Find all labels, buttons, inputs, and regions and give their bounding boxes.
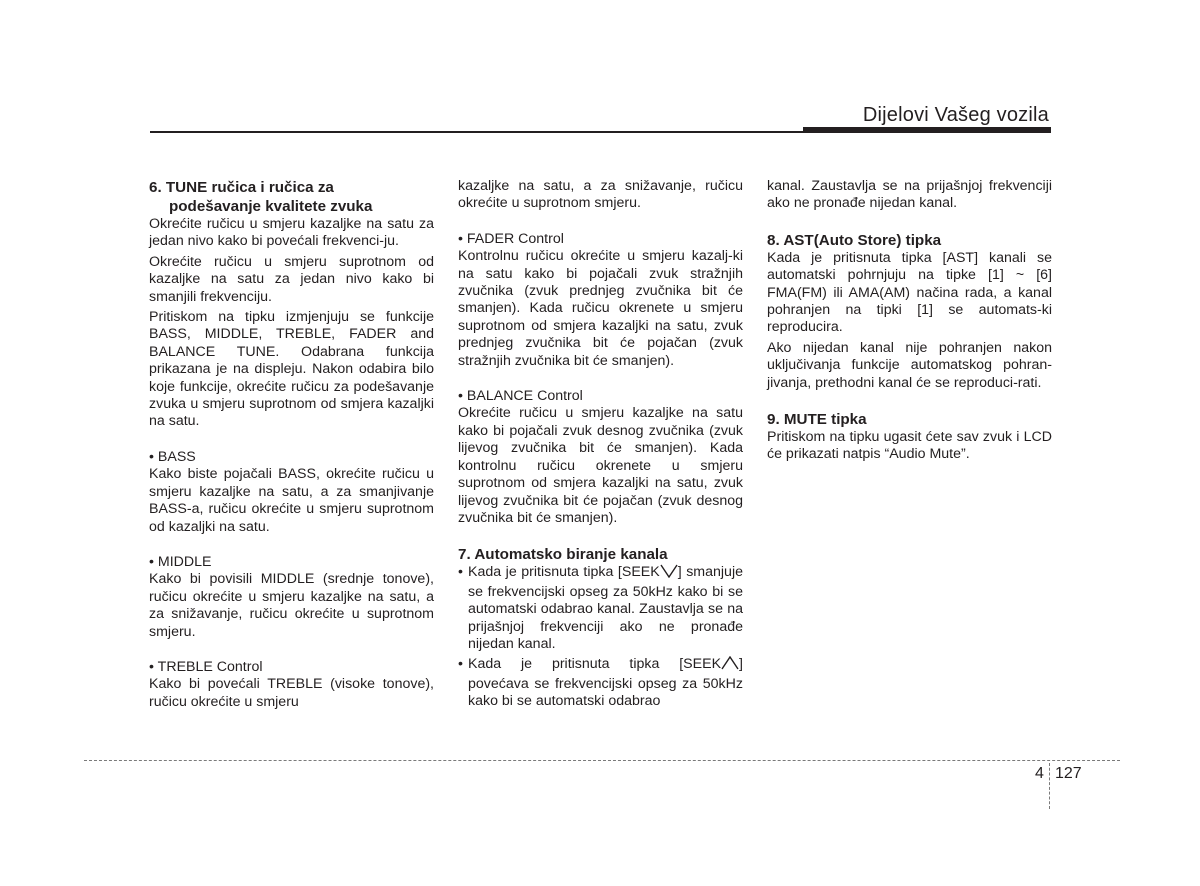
paragraph: Kako biste pojačali BASS, okrećite ručicu u smjeru kazaljke na satu, a za smanjivanje BASS-a, ručicu okrećite u smjeru suprotnom od kazaljki na satu. xyxy=(149,466,434,535)
section-heading-6-line2: podešavanje kvalitete zvuka xyxy=(169,198,373,215)
paragraph: Okrećite ručicu u smjeru kazaljke na satu kako bi pojačali zvuk desnog zvučnika (zvuk lijevog zvučnika bit će smanjen). Kada kontrolnu ručicu okrenete u smjeru suprotnom od smjera kazaljki na satu, zvuk lijevog zvučnika bit će pojačan (zvuk desnog zvučnika bit će smanjen). xyxy=(458,405,743,526)
seek-down-icon xyxy=(660,564,678,583)
paragraph: Pritiskom na tipku ugasit ćete sav zvuk i LCD će prikazati natpis “Audio Mute”. xyxy=(767,429,1052,463)
subsection-title-middle: • MIDDLE xyxy=(149,553,212,570)
list-item-text: Kada je pritisnuta tipka [SEEK ] povećava se frekvencijski opseg za 50kHz kako bi se automatski odabrao xyxy=(468,656,743,710)
list-item xyxy=(458,564,743,653)
section-heading-6-line1: 6. TUNE ručica i ručica za xyxy=(149,179,334,196)
list-item xyxy=(458,656,743,710)
paragraph: Kontrolnu ručicu okrećite u smjeru kazalj-ki na satu kako bi pojačali zvuk stražnjih zvučnika (zvuk prednjeg zvučnika bit će smanjen). Kada ručicu okrenete u smjeru suprotnom od smjera kazaljki na satu, zvuk prednjeg zvučnika bit će pojačan (zvuk stražnjih zvučnika bit će smanjen). xyxy=(458,248,743,369)
header-rule xyxy=(150,131,804,133)
list-item-text: Kada je pritisnuta tipka [SEEK ] smanjuje se frekvencijski opseg za 50kHz kako bi se automatski odabrao kanal. Zaustavlja se na prijašnjoj frekvenciji ako ne pronađe nijedan kanal. xyxy=(468,564,743,652)
paragraph: Okrećite ručicu u smjeru kazaljke na satu za jedan nivo kako bi povećali frekvenci-ju. xyxy=(149,216,434,250)
paragraph: Kako bi povećali TREBLE (visoke tonove), ručicu okrećite u smjeru xyxy=(149,676,434,710)
paragraph: kazaljke na satu, a za snižavanje, ručicu okrećite u suprotnom smjeru. xyxy=(458,178,743,212)
chapter-number: 4 xyxy=(1035,765,1044,782)
footer-vertical-divider xyxy=(1049,763,1050,809)
subsection-title-fader: • FADER Control xyxy=(458,230,564,247)
text-column-2 xyxy=(458,178,743,711)
paragraph: Okrećite ručicu u smjeru suprotnom od kazaljke na satu za jedan nivo kako bi smanjili frekvenciju. xyxy=(149,253,434,305)
subsection-title-treble: • TREBLE Control xyxy=(149,658,263,675)
bullet-dot: • xyxy=(458,656,463,673)
header-rule-accent xyxy=(803,127,1051,133)
page-header-title: Dijelovi Vašeg vozila xyxy=(862,104,1049,126)
section-heading-8: 8. AST(Auto Store) tipka xyxy=(767,231,942,249)
footer-divider xyxy=(84,760,1120,761)
seek-up-icon xyxy=(721,656,739,675)
bullet-dot: • xyxy=(458,564,463,581)
subsection-title-balance: • BALANCE Control xyxy=(458,388,583,405)
text-column-1 xyxy=(149,178,434,711)
text-column-3 xyxy=(767,178,1052,464)
section-heading-7: 7. Automatsko biranje kanala xyxy=(458,546,668,564)
paragraph: Pritiskom na tipku izmjenjuju se funkcije BASS, MIDDLE, TREBLE, FADER and BALANCE TUNE. Odabrana funkcija prikazana je na displeju. Nakon odabira bilo koje funkcije, okrećite ručicu za podešavanje zvuka u smjeru suprotnom od smjera kazaljki na satu. xyxy=(149,309,434,430)
section-heading-6 xyxy=(149,178,434,216)
paragraph: Kako bi povisili MIDDLE (srednje tonove), ručicu okrećite u smjeru kazaljke na satu, a za snižavanje, ručicu okrećite u suprotnom smjeru. xyxy=(149,571,434,640)
paragraph: Kada je pritisnuta tipka [AST] kanali se automatski pohrnjuju na tipke [1] ~ [6] FMA(FM) ili AMA(AM) načina rada, a kanal pohranjen na tipki [1] se automats-ki reproducira. xyxy=(767,249,1052,336)
paragraph: kanal. Zaustavlja se na prijašnjoj frekvenciji ako ne pronađe nijedan kanal. xyxy=(767,178,1052,212)
subsection-title-bass: • BASS xyxy=(149,448,196,465)
section-heading-9: 9. MUTE tipka xyxy=(767,411,867,429)
paragraph: Ako nijedan kanal nije pohranjen nakon uključivanja funkcije automatskog pohran-jivanja, prethodni kanal će se reproduci-rati. xyxy=(767,339,1052,391)
page-number: 127 xyxy=(1055,765,1082,782)
